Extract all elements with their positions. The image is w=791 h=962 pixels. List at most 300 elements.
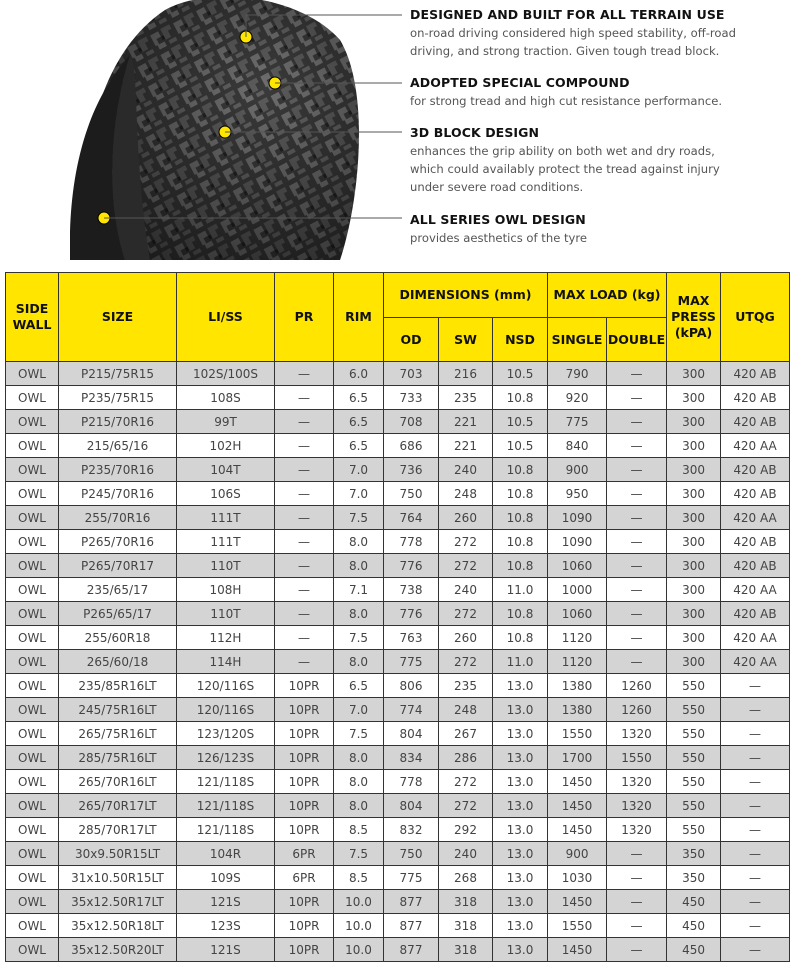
col-header-nsd: NSD — [493, 318, 548, 362]
cell-size: 265/60/18 — [59, 650, 177, 674]
cell-nsd: 10.8 — [493, 458, 548, 482]
cell-li-ss: 112H — [177, 626, 275, 650]
table-row — [6, 794, 790, 818]
cell-od: 778 — [384, 770, 439, 794]
cell-od: 775 — [384, 650, 439, 674]
cell-max-press: 300 — [667, 530, 721, 554]
cell-single: 1090 — [548, 506, 607, 530]
cell-max-press: 300 — [667, 626, 721, 650]
cell-double: — — [607, 434, 667, 458]
cell-od: 778 — [384, 530, 439, 554]
col-header-sw: SW — [439, 318, 493, 362]
cell-li-ss: 110T — [177, 554, 275, 578]
cell-utqg: — — [721, 722, 790, 746]
cell-single: 950 — [548, 482, 607, 506]
cell-max-press: 300 — [667, 482, 721, 506]
cell-side-wall: OWL — [6, 674, 59, 698]
cell-li-ss: 108H — [177, 578, 275, 602]
cell-nsd: 10.8 — [493, 482, 548, 506]
cell-single: 1030 — [548, 866, 607, 890]
table-row — [6, 674, 790, 698]
feature-desc-line: on-road driving considered high speed stability, off-road — [410, 26, 736, 40]
col-header-rim: RIM — [334, 273, 384, 362]
cell-rim: 7.5 — [334, 506, 384, 530]
feature-desc-line: which could availably protect the tread against injury — [410, 162, 720, 176]
cell-li-ss: 104T — [177, 458, 275, 482]
cell-side-wall: OWL — [6, 890, 59, 914]
cell-li-ss: 109S — [177, 866, 275, 890]
cell-max-press: 300 — [667, 506, 721, 530]
cell-nsd: 10.5 — [493, 434, 548, 458]
cell-size: 235/85R16LT — [59, 674, 177, 698]
cell-li-ss: 106S — [177, 482, 275, 506]
cell-double: — — [607, 890, 667, 914]
cell-rim: 7.1 — [334, 578, 384, 602]
cell-sw: 272 — [439, 794, 493, 818]
cell-size: 265/70R17LT — [59, 794, 177, 818]
cell-pr: 10PR — [275, 914, 334, 938]
cell-od: 733 — [384, 386, 439, 410]
cell-li-ss: 121/118S — [177, 794, 275, 818]
cell-size: 265/70R16LT — [59, 770, 177, 794]
cell-size: 35x12.50R17LT — [59, 890, 177, 914]
cell-li-ss: 121/118S — [177, 770, 275, 794]
feature-desc-line: under severe road conditions. — [410, 180, 584, 194]
cell-single: 840 — [548, 434, 607, 458]
cell-side-wall: OWL — [6, 794, 59, 818]
cell-pr: — — [275, 650, 334, 674]
cell-single: 1380 — [548, 698, 607, 722]
table-row — [6, 722, 790, 746]
table-row — [6, 842, 790, 866]
header-text: (kPA) — [674, 325, 713, 340]
table-row — [6, 482, 790, 506]
cell-double: — — [607, 626, 667, 650]
cell-nsd: 13.0 — [493, 866, 548, 890]
cell-li-ss: 111T — [177, 530, 275, 554]
col-header-side-wall — [6, 273, 59, 362]
cell-nsd: 13.0 — [493, 842, 548, 866]
cell-side-wall: OWL — [6, 770, 59, 794]
cell-rim: 8.0 — [334, 650, 384, 674]
cell-li-ss: 104R — [177, 842, 275, 866]
cell-pr: 10PR — [275, 938, 334, 962]
cell-rim: 6.5 — [334, 674, 384, 698]
cell-nsd: 13.0 — [493, 914, 548, 938]
cell-od: 764 — [384, 506, 439, 530]
cell-rim: 10.0 — [334, 938, 384, 962]
cell-sw: 272 — [439, 770, 493, 794]
cell-li-ss: 110T — [177, 602, 275, 626]
cell-side-wall: OWL — [6, 650, 59, 674]
cell-side-wall: OWL — [6, 578, 59, 602]
cell-double: — — [607, 410, 667, 434]
cell-pr: 6PR — [275, 866, 334, 890]
cell-sw: 286 — [439, 746, 493, 770]
cell-side-wall: OWL — [6, 698, 59, 722]
table-row — [6, 578, 790, 602]
cell-li-ss: 99T — [177, 410, 275, 434]
product-hero — [0, 0, 791, 270]
feature-desc-line: driving, and strong traction. Given tough tread block. — [410, 44, 720, 58]
table-row — [6, 626, 790, 650]
cell-max-press: 450 — [667, 890, 721, 914]
cell-pr: — — [275, 362, 334, 386]
table-row — [6, 650, 790, 674]
table-row — [6, 458, 790, 482]
cell-single: 1120 — [548, 650, 607, 674]
cell-double: — — [607, 914, 667, 938]
table-row — [6, 938, 790, 962]
cell-li-ss: 123S — [177, 914, 275, 938]
cell-side-wall: OWL — [6, 362, 59, 386]
cell-rim: 7.5 — [334, 722, 384, 746]
cell-size: 265/75R16LT — [59, 722, 177, 746]
cell-sw: 268 — [439, 866, 493, 890]
cell-side-wall: OWL — [6, 530, 59, 554]
cell-nsd: 10.8 — [493, 506, 548, 530]
cell-od: 686 — [384, 434, 439, 458]
header-text: MAX — [677, 293, 710, 308]
table-row — [6, 554, 790, 578]
feature-all-terrain — [410, 7, 790, 60]
col-header-size: SIZE — [59, 273, 177, 362]
cell-od: 750 — [384, 482, 439, 506]
cell-nsd: 10.8 — [493, 530, 548, 554]
cell-size: P235/70R16 — [59, 458, 177, 482]
cell-pr: 6PR — [275, 842, 334, 866]
cell-max-press: 350 — [667, 866, 721, 890]
cell-max-press: 550 — [667, 794, 721, 818]
cell-utqg: — — [721, 770, 790, 794]
cell-od: 776 — [384, 554, 439, 578]
feature-title: ALL SERIES OWL DESIGN — [410, 212, 586, 227]
col-header-utqg: UTQG — [721, 273, 790, 362]
tyre-spec-table — [5, 272, 790, 962]
cell-single: 1450 — [548, 794, 607, 818]
cell-pr: — — [275, 578, 334, 602]
cell-size: 35x12.50R18LT — [59, 914, 177, 938]
cell-pr: — — [275, 482, 334, 506]
cell-li-ss: 102H — [177, 434, 275, 458]
cell-side-wall: OWL — [6, 842, 59, 866]
cell-od: 750 — [384, 842, 439, 866]
cell-utqg: 420 AB — [721, 458, 790, 482]
cell-single: 1450 — [548, 818, 607, 842]
table-row — [6, 890, 790, 914]
cell-od: 804 — [384, 794, 439, 818]
cell-od: 763 — [384, 626, 439, 650]
cell-max-press: 550 — [667, 770, 721, 794]
table-row — [6, 914, 790, 938]
cell-sw: 240 — [439, 842, 493, 866]
cell-nsd: 11.0 — [493, 650, 548, 674]
cell-utqg: — — [721, 842, 790, 866]
cell-utqg: 420 AA — [721, 434, 790, 458]
cell-sw: 240 — [439, 578, 493, 602]
cell-double: — — [607, 866, 667, 890]
cell-double: — — [607, 578, 667, 602]
cell-size: 255/70R16 — [59, 506, 177, 530]
cell-nsd: 10.8 — [493, 626, 548, 650]
cell-single: 1450 — [548, 770, 607, 794]
cell-side-wall: OWL — [6, 914, 59, 938]
cell-rim: 6.5 — [334, 386, 384, 410]
cell-double: — — [607, 842, 667, 866]
cell-size: P235/75R15 — [59, 386, 177, 410]
cell-rim: 8.0 — [334, 554, 384, 578]
table-row — [6, 602, 790, 626]
col-header-dimensions: DIMENSIONS (mm) — [384, 273, 548, 318]
cell-max-press: 550 — [667, 674, 721, 698]
cell-utqg: 420 AB — [721, 602, 790, 626]
cell-single: 1060 — [548, 554, 607, 578]
cell-max-press: 550 — [667, 746, 721, 770]
cell-sw: 221 — [439, 410, 493, 434]
cell-single: 1550 — [548, 914, 607, 938]
cell-utqg: — — [721, 674, 790, 698]
cell-utqg: 420 AB — [721, 554, 790, 578]
cell-size: P265/70R16 — [59, 530, 177, 554]
cell-double: — — [607, 362, 667, 386]
cell-li-ss: 121/118S — [177, 818, 275, 842]
cell-sw: 272 — [439, 530, 493, 554]
cell-size: P215/70R16 — [59, 410, 177, 434]
feature-title: ADOPTED SPECIAL COMPOUND — [410, 75, 630, 90]
cell-rim: 7.5 — [334, 842, 384, 866]
cell-pr: 10PR — [275, 746, 334, 770]
cell-size: 35x12.50R20LT — [59, 938, 177, 962]
cell-size: P215/75R15 — [59, 362, 177, 386]
cell-max-press: 550 — [667, 722, 721, 746]
cell-od: 877 — [384, 890, 439, 914]
cell-side-wall: OWL — [6, 410, 59, 434]
feature-3d-block — [410, 125, 790, 196]
cell-nsd: 10.5 — [493, 362, 548, 386]
cell-sw: 272 — [439, 650, 493, 674]
col-header-li-ss: LI/SS — [177, 273, 275, 362]
cell-side-wall: OWL — [6, 434, 59, 458]
cell-pr: 10PR — [275, 770, 334, 794]
cell-sw: 292 — [439, 818, 493, 842]
cell-max-press: 300 — [667, 362, 721, 386]
cell-od: 804 — [384, 722, 439, 746]
cell-size: P265/70R17 — [59, 554, 177, 578]
cell-size: 235/65/17 — [59, 578, 177, 602]
table-header — [6, 273, 790, 362]
feature-desc-line: provides aesthetics of the tyre — [410, 231, 588, 245]
feature-owl-design — [410, 212, 790, 247]
cell-nsd: 13.0 — [493, 722, 548, 746]
cell-pr: — — [275, 554, 334, 578]
cell-side-wall: OWL — [6, 386, 59, 410]
cell-sw: 318 — [439, 914, 493, 938]
cell-od: 775 — [384, 866, 439, 890]
cell-single: 1450 — [548, 938, 607, 962]
cell-nsd: 13.0 — [493, 890, 548, 914]
cell-pr: 10PR — [275, 890, 334, 914]
cell-double: 1320 — [607, 722, 667, 746]
cell-size: P265/65/17 — [59, 602, 177, 626]
cell-utqg: 420 AB — [721, 530, 790, 554]
cell-rim: 10.0 — [334, 890, 384, 914]
cell-nsd: 13.0 — [493, 794, 548, 818]
callout-lines — [0, 0, 420, 270]
cell-utqg: — — [721, 746, 790, 770]
cell-side-wall: OWL — [6, 626, 59, 650]
cell-rim: 6.0 — [334, 362, 384, 386]
feature-title: DESIGNED AND BUILT FOR ALL TERRAIN USE — [410, 7, 725, 22]
cell-single: 900 — [548, 842, 607, 866]
cell-single: 920 — [548, 386, 607, 410]
cell-pr: — — [275, 386, 334, 410]
cell-li-ss: 111T — [177, 506, 275, 530]
cell-rim: 8.5 — [334, 818, 384, 842]
cell-li-ss: 121S — [177, 938, 275, 962]
cell-sw: 235 — [439, 674, 493, 698]
cell-single: 790 — [548, 362, 607, 386]
table-row — [6, 506, 790, 530]
cell-utqg: 420 AA — [721, 626, 790, 650]
col-header-double: DOUBLE — [607, 318, 667, 362]
cell-od: 834 — [384, 746, 439, 770]
cell-max-press: 300 — [667, 434, 721, 458]
cell-double: — — [607, 506, 667, 530]
cell-rim: 8.0 — [334, 794, 384, 818]
cell-pr: 10PR — [275, 722, 334, 746]
cell-utqg: — — [721, 698, 790, 722]
cell-single: 1450 — [548, 890, 607, 914]
table-row — [6, 362, 790, 386]
cell-size: 285/70R17LT — [59, 818, 177, 842]
cell-od: 776 — [384, 602, 439, 626]
cell-rim: 7.0 — [334, 458, 384, 482]
feature-title: 3D BLOCK DESIGN — [410, 125, 540, 140]
cell-rim: 6.5 — [334, 434, 384, 458]
cell-max-press: 550 — [667, 818, 721, 842]
cell-od: 877 — [384, 914, 439, 938]
col-header-pr: PR — [275, 273, 334, 362]
cell-max-press: 300 — [667, 602, 721, 626]
cell-rim: 8.5 — [334, 866, 384, 890]
table-row — [6, 698, 790, 722]
cell-max-press: 450 — [667, 938, 721, 962]
cell-single: 1550 — [548, 722, 607, 746]
cell-li-ss: 123/120S — [177, 722, 275, 746]
feature-special-compound — [410, 75, 790, 110]
cell-rim: 7.5 — [334, 626, 384, 650]
cell-utqg: 420 AA — [721, 506, 790, 530]
cell-utqg: 420 AA — [721, 578, 790, 602]
cell-side-wall: OWL — [6, 746, 59, 770]
cell-pr: — — [275, 506, 334, 530]
cell-utqg: — — [721, 818, 790, 842]
cell-single: 1380 — [548, 674, 607, 698]
header-text: WALL — [12, 317, 52, 332]
cell-pr: 10PR — [275, 698, 334, 722]
cell-nsd: 10.8 — [493, 386, 548, 410]
cell-pr: 10PR — [275, 794, 334, 818]
col-header-od: OD — [384, 318, 439, 362]
cell-side-wall: OWL — [6, 866, 59, 890]
cell-rim: 10.0 — [334, 914, 384, 938]
cell-side-wall: OWL — [6, 602, 59, 626]
cell-double: 1550 — [607, 746, 667, 770]
cell-max-press: 300 — [667, 650, 721, 674]
cell-side-wall: OWL — [6, 506, 59, 530]
cell-single: 1000 — [548, 578, 607, 602]
cell-rim: 7.0 — [334, 698, 384, 722]
cell-nsd: 13.0 — [493, 746, 548, 770]
cell-size: 285/75R16LT — [59, 746, 177, 770]
cell-li-ss: 121S — [177, 890, 275, 914]
cell-li-ss: 108S — [177, 386, 275, 410]
cell-sw: 272 — [439, 554, 493, 578]
cell-utqg: 420 AB — [721, 410, 790, 434]
cell-max-press: 550 — [667, 698, 721, 722]
cell-single: 1700 — [548, 746, 607, 770]
cell-li-ss: 114H — [177, 650, 275, 674]
cell-nsd: 11.0 — [493, 578, 548, 602]
cell-size: P245/70R16 — [59, 482, 177, 506]
cell-single: 900 — [548, 458, 607, 482]
header-text: PRESS — [671, 309, 716, 324]
col-header-max-press — [667, 273, 721, 362]
cell-nsd: 10.5 — [493, 410, 548, 434]
cell-side-wall: OWL — [6, 938, 59, 962]
cell-side-wall: OWL — [6, 722, 59, 746]
cell-pr: — — [275, 434, 334, 458]
cell-sw: 240 — [439, 458, 493, 482]
cell-rim: 6.5 — [334, 410, 384, 434]
cell-double: — — [607, 554, 667, 578]
cell-od: 703 — [384, 362, 439, 386]
cell-sw: 267 — [439, 722, 493, 746]
cell-size: 245/75R16LT — [59, 698, 177, 722]
cell-od: 736 — [384, 458, 439, 482]
cell-sw: 235 — [439, 386, 493, 410]
cell-size: 215/65/16 — [59, 434, 177, 458]
cell-utqg: — — [721, 938, 790, 962]
cell-sw: 318 — [439, 890, 493, 914]
cell-pr: 10PR — [275, 674, 334, 698]
cell-li-ss: 126/123S — [177, 746, 275, 770]
cell-single: 1120 — [548, 626, 607, 650]
cell-od: 806 — [384, 674, 439, 698]
cell-od: 774 — [384, 698, 439, 722]
cell-max-press: 300 — [667, 554, 721, 578]
cell-sw: 260 — [439, 506, 493, 530]
cell-nsd: 10.8 — [493, 602, 548, 626]
cell-nsd: 13.0 — [493, 674, 548, 698]
cell-li-ss: 120/116S — [177, 698, 275, 722]
cell-sw: 318 — [439, 938, 493, 962]
cell-sw: 216 — [439, 362, 493, 386]
cell-double: 1320 — [607, 818, 667, 842]
cell-pr: — — [275, 626, 334, 650]
cell-max-press: 300 — [667, 386, 721, 410]
table-row — [6, 434, 790, 458]
cell-utqg: — — [721, 890, 790, 914]
cell-side-wall: OWL — [6, 554, 59, 578]
cell-double: — — [607, 386, 667, 410]
cell-size: 30x9.50R15LT — [59, 842, 177, 866]
cell-double: 1260 — [607, 698, 667, 722]
cell-max-press: 300 — [667, 458, 721, 482]
cell-od: 708 — [384, 410, 439, 434]
feature-desc-line: enhances the grip ability on both wet and dry roads, — [410, 144, 715, 158]
cell-rim: 8.0 — [334, 530, 384, 554]
